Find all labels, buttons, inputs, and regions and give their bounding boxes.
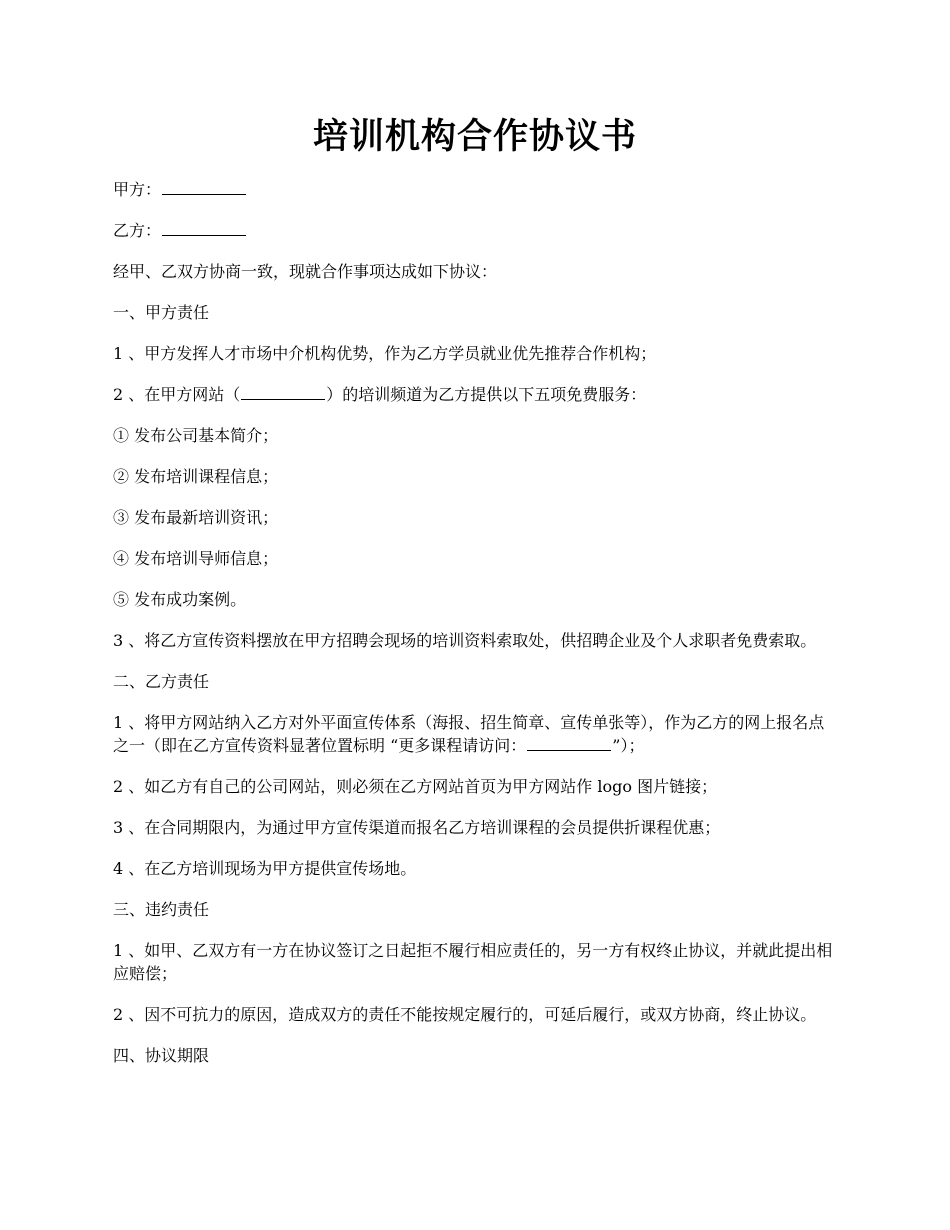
service-item-3: ③ 发布最新培训资讯； <box>113 508 279 527</box>
party-a-blank <box>162 179 246 195</box>
section-one-item-2-prefix: 2 、在甲方网站（ <box>113 385 241 404</box>
party-b-line <box>113 219 837 242</box>
service-item-5: ⑤ 发布成功案例。 <box>113 590 247 609</box>
party-b-label: 乙方： <box>113 221 162 240</box>
party-a-label: 甲方： <box>113 180 162 199</box>
service-item-1: ① 发布公司基本简介； <box>113 426 279 445</box>
party-b-blank <box>162 220 246 236</box>
intro-paragraph: 经甲、乙双方协商一致，现就合作事项达成如下协议： <box>113 262 498 281</box>
section-two-item-1 <box>113 711 837 757</box>
section-three-item-1: 1 、如甲、乙双方有一方在协议签订之日起拒不履行相应责任的，另一方有权终止协议，并就此提出相应赔偿； <box>113 941 833 983</box>
party-a-line <box>113 178 837 201</box>
document-body <box>113 178 837 1085</box>
section-two-item-1-prefix: 1 、将甲方网站纳入乙方对外平面宣传体系（海报、招生简章、宣传单张等），作为乙方的网上报名点之一（即在乙方宣传资料显著位置标明 “更多课程请访问： <box>113 713 825 755</box>
website-blank <box>241 384 325 400</box>
section-one-item-3: 3 、将乙方宣传资料摆放在甲方招聘会现场的培训资料索取处，供招聘企业及个人求职者免费索取。 <box>113 631 817 650</box>
section-three-heading: 三、违约责任 <box>113 900 210 919</box>
section-two-item-1-suffix: ”）； <box>612 736 645 755</box>
service-item-2: ② 发布培训课程信息； <box>113 467 279 486</box>
section-two-item-2: 2 、如乙方有自己的公司网站，则必须在乙方网站首页为甲方网站作 logo 图片链接； <box>113 777 718 796</box>
section-one-heading: 一、甲方责任 <box>113 303 210 322</box>
document-title: 培训机构合作协议书 <box>312 117 637 157</box>
section-one-item-2-suffix: ）的培训频道为乙方提供以下五项免费服务： <box>326 385 647 404</box>
section-two-heading: 二、乙方责任 <box>113 672 210 691</box>
service-item-4: ④ 发布培训导师信息； <box>113 549 279 568</box>
course-url-blank <box>527 735 611 751</box>
section-three-item-2: 2 、因不可抗力的原因，造成双方的责任不能按规定履行的，可延后履行，或双方协商，终止协议。 <box>113 1005 817 1024</box>
section-one-item-2 <box>113 383 837 406</box>
section-one-item-1: 1 、甲方发挥人才市场中介机构优势，作为乙方学员就业优先推荐合作机构； <box>113 344 657 363</box>
section-two-item-4: 4 、在乙方培训现场为甲方提供宣传场地。 <box>113 859 417 878</box>
section-four-heading: 四、协议期限 <box>113 1046 210 1065</box>
section-two-item-3: 3 、在合同期限内，为通过甲方宣传渠道而报名乙方培训课程的会员提供折课程优惠； <box>113 818 721 837</box>
